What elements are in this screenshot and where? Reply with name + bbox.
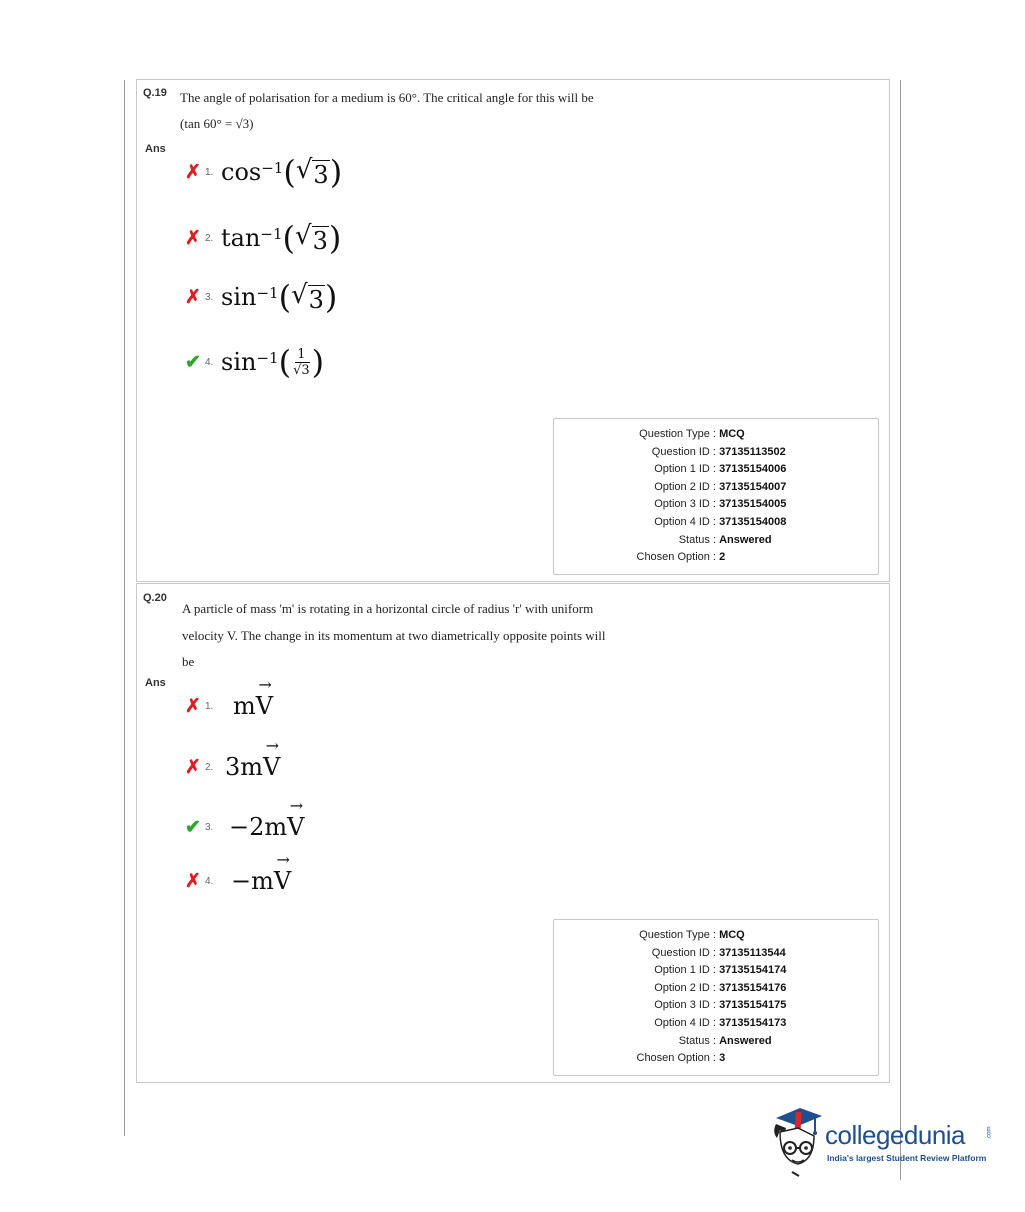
option-number: 4.: [205, 356, 214, 368]
option-2[interactable]: [185, 742, 280, 792]
option-formula: cos $^{-1}$ ( √ 3 ): [221, 153, 343, 191]
question-text-line: velocity V. The change in its momentum at two diametrically opposite points will: [182, 628, 606, 643]
question-number: Q.20: [143, 592, 167, 604]
answer-label: Ans: [145, 143, 166, 155]
page-right-border: [900, 80, 901, 1180]
wrong-mark-icon: ✗: [185, 870, 201, 892]
wrong-mark-icon: ✗: [185, 161, 201, 183]
brand-suffix: .com: [986, 1126, 993, 1140]
option-formula: [225, 753, 280, 781]
meta-label: Option 1 ID :: [654, 463, 716, 475]
meta-value: MCQ: [719, 428, 745, 440]
wrong-mark-icon: ✗: [185, 695, 201, 717]
wrong-mark-icon: ✗: [185, 286, 201, 308]
meta-value: 2: [719, 551, 726, 563]
meta-value: 37135154173: [719, 1017, 787, 1029]
meta-label: Status :: [678, 1035, 716, 1047]
sqrt-arg: 3: [308, 286, 324, 314]
option-1[interactable]: [185, 681, 273, 731]
option-formula: [229, 813, 304, 841]
option-4[interactable]: [185, 856, 291, 906]
question-text-line: (tan 60° = √3): [180, 116, 254, 131]
option-formula: [231, 867, 291, 895]
formula-prefix: −2m: [229, 813, 288, 841]
vector-symbol: → V: [256, 692, 273, 720]
question-19-metadata: [553, 418, 879, 575]
meta-value: Answered: [719, 534, 772, 546]
option-number: 3.: [205, 821, 214, 833]
question-text-line: [182, 596, 593, 622]
meta-label: Question ID :: [651, 446, 716, 458]
brand-tagline: India's largest Student Review Platform: [827, 1153, 987, 1163]
sqrt-arg: 3: [312, 227, 328, 255]
vector-symbol: → V: [263, 753, 280, 781]
wrong-mark-icon: ✗: [185, 227, 201, 249]
option-1[interactable]: [185, 147, 342, 197]
func-name: cos: [221, 158, 262, 186]
option-formula: sin $^{-1}$ ( $\frac{1}{√3}$ ): [221, 343, 325, 381]
page-left-border: [124, 80, 125, 1136]
meta-label: Option 2 ID :: [654, 481, 716, 493]
meta-value: 37135154005: [719, 498, 787, 510]
collegedunia-logo: [768, 1102, 998, 1180]
fraction: $\frac{1}{√3}$: [293, 346, 310, 378]
option-formula: tan $^{-1}$ ( √ 3 ): [221, 219, 342, 257]
correct-mark-icon: ✔: [185, 816, 201, 838]
fraction-numerator: 1: [297, 346, 306, 362]
meta-label: Option 2 ID :: [654, 982, 716, 994]
formula-prefix: m: [233, 692, 256, 720]
meta-label: Status :: [678, 534, 716, 546]
meta-value: 37135154007: [719, 481, 787, 493]
meta-label: Chosen Option :: [636, 1052, 716, 1064]
meta-label: Chosen Option :: [636, 551, 716, 563]
meta-label: Option 4 ID :: [654, 1017, 716, 1029]
wrong-mark-icon: ✗: [185, 756, 201, 778]
option-formula: [233, 692, 273, 720]
meta-label: Option 3 ID :: [654, 999, 716, 1011]
meta-label: Option 4 ID :: [654, 516, 716, 528]
option-formula: sin $^{-1}$ ( √ 3 ): [221, 278, 338, 316]
correct-mark-icon: ✔: [185, 351, 201, 373]
option-4[interactable]: [185, 337, 324, 387]
option-2[interactable]: [185, 213, 341, 263]
question-number: Q.19: [143, 87, 167, 99]
meta-label: Question ID :: [651, 947, 716, 959]
fraction-denominator: 3: [301, 362, 310, 378]
meta-value: MCQ: [719, 929, 745, 941]
option-3[interactable]: [185, 272, 337, 322]
func-name: sin: [221, 348, 257, 376]
brand-name: collegedunia: [825, 1120, 966, 1150]
meta-value: 37135154174: [719, 964, 787, 976]
mascot-icon: [768, 1102, 824, 1178]
func-name: sin: [221, 283, 257, 311]
vector-symbol: → V: [287, 813, 304, 841]
meta-label: Option 3 ID :: [654, 498, 716, 510]
meta-value: 37135154175: [719, 999, 787, 1011]
option-number: 2.: [205, 232, 214, 244]
meta-value: 37135154006: [719, 463, 787, 475]
meta-value: 37135154008: [719, 516, 787, 528]
answer-label: Ans: [145, 677, 166, 689]
question-text: A particle of mass 'm' is rotating in a horizontal circle of radius 'r' with uniform: [182, 601, 594, 616]
func-name: tan: [221, 224, 261, 252]
question-text-line: be: [182, 654, 195, 669]
meta-value: 3: [719, 1052, 726, 1064]
meta-label: Question Type :: [639, 929, 716, 941]
option-3[interactable]: [185, 802, 304, 852]
option-number: 4.: [205, 875, 214, 887]
option-number: 1.: [205, 166, 214, 178]
meta-label: Option 1 ID :: [654, 964, 716, 976]
meta-value: 37135113544: [719, 947, 786, 959]
meta-value: 37135113502: [719, 446, 786, 458]
question-text-line: The angle of polarisation for a medium is 60°. The critical angle for this will be: [180, 90, 594, 105]
formula-prefix: 3m: [225, 753, 264, 781]
option-number: 2.: [205, 761, 214, 773]
option-number: 1.: [205, 700, 214, 712]
meta-value: 37135154176: [719, 982, 787, 994]
sqrt-arg: 3: [313, 161, 329, 189]
meta-label: Question Type :: [639, 428, 716, 440]
option-number: 3.: [205, 291, 214, 303]
formula-prefix: −m: [231, 867, 274, 895]
question-20-metadata: [553, 919, 879, 1076]
meta-value: Answered: [719, 1035, 772, 1047]
vector-symbol: → V: [274, 867, 291, 895]
